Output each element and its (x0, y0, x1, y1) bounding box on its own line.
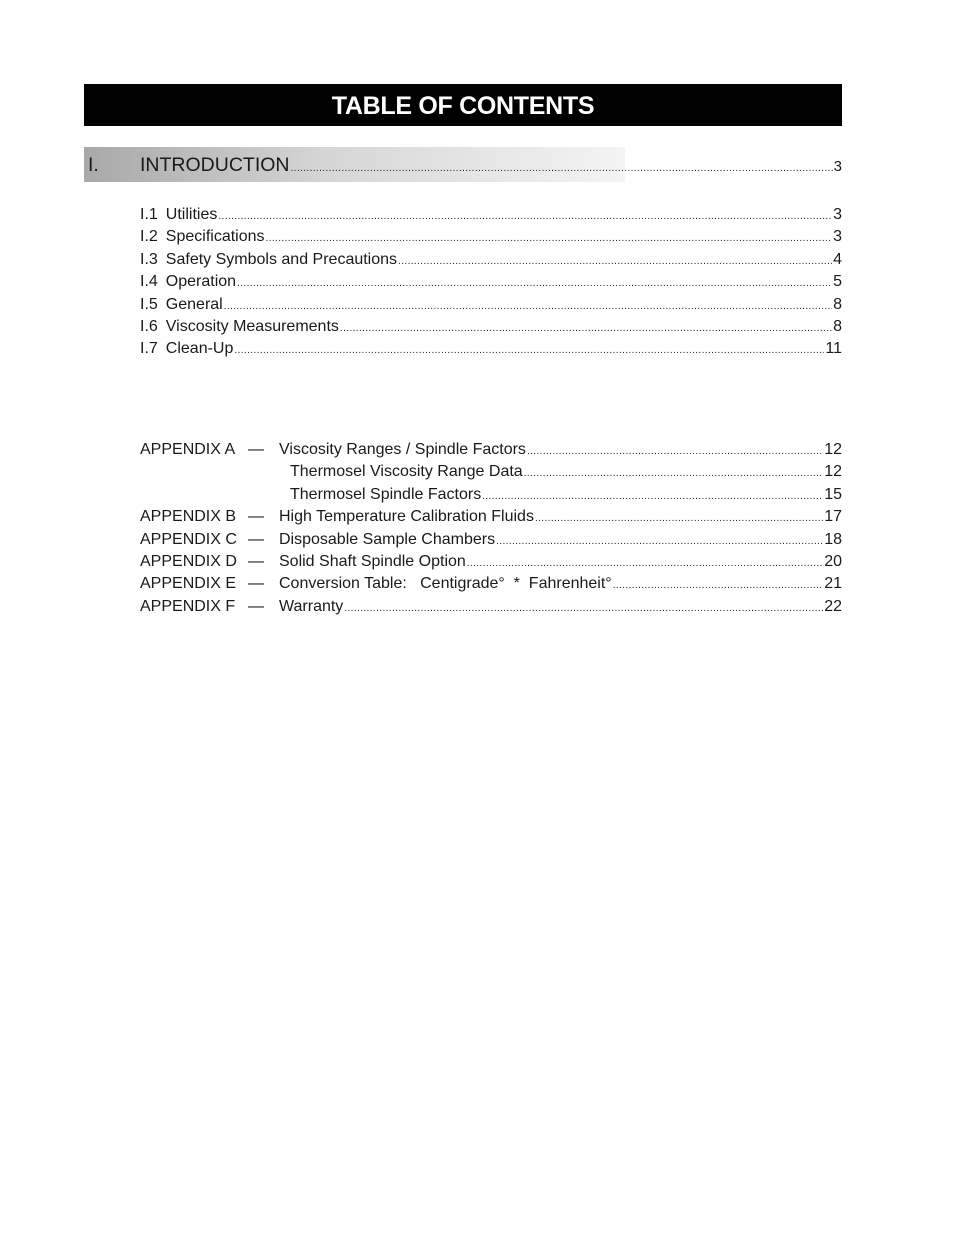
em-dash: — (248, 575, 264, 593)
entry-number: I.2 (140, 228, 158, 246)
appendix-page-number: 17 (824, 508, 842, 526)
appendix-page-number: 18 (824, 530, 842, 548)
appendix-title: Solid Shaft Spindle Option (279, 552, 466, 570)
entry-page-number: 8 (833, 317, 842, 335)
em-dash: — (248, 552, 264, 570)
dot-leader (398, 251, 832, 273)
appendix-label: APPENDIX F (140, 597, 236, 615)
dot-leader (496, 531, 823, 553)
dot-leader (344, 598, 823, 620)
entry-title: General (165, 295, 223, 313)
entry-number: I.3 (140, 250, 158, 268)
entry-title: Specifications (165, 228, 265, 246)
appendix-page-number: 15 (824, 485, 842, 503)
entry-number: I.7 (140, 340, 158, 358)
dot-leader (224, 296, 832, 318)
appendix-list (140, 439, 842, 618)
dot-leader (613, 575, 824, 597)
entry-number: I.1 (140, 206, 158, 223)
appendix-label: APPENDIX B (140, 508, 237, 526)
entry-number: I.6 (140, 317, 158, 335)
appendix-page-number: 12 (824, 441, 842, 458)
dot-leader (266, 228, 833, 250)
section-page-number: 3 (833, 158, 842, 175)
entry-page-number: 5 (833, 273, 842, 291)
toc-section-introduction[interactable] (84, 147, 842, 182)
appendix-title: Disposable Sample Chambers (279, 530, 496, 548)
entry-title: Clean-Up (165, 340, 234, 358)
toc-entry[interactable] (140, 271, 842, 293)
appendix-title: Warranty (279, 597, 344, 615)
dot-leader (234, 340, 824, 362)
entry-title: Viscosity Measurements (165, 317, 339, 335)
dot-leader (237, 273, 832, 295)
appendix-title: Thermosel Spindle Factors (290, 485, 482, 503)
dot-leader (340, 318, 832, 340)
appendix-entry[interactable] (140, 461, 842, 483)
entry-page-number: 3 (833, 228, 842, 246)
appendix-label: APPENDIX A (140, 441, 236, 458)
appendix-page-number: 20 (824, 552, 842, 570)
appendix-entry[interactable] (140, 529, 842, 551)
dot-leader (467, 553, 823, 575)
appendix-entry[interactable] (140, 573, 842, 595)
appendix-entry[interactable] (140, 596, 842, 618)
entry-title: Safety Symbols and Precautions (165, 250, 398, 268)
appendix-label: APPENDIX E (140, 575, 237, 593)
em-dash: — (248, 508, 264, 526)
entry-title: Operation (165, 273, 237, 291)
page-title: TABLE OF CONTENTS (84, 84, 842, 126)
appendix-entry[interactable] (140, 551, 842, 573)
toc-entry[interactable] (140, 316, 842, 338)
appendix-title: Conversion Table: Centigrade° * Fahrenheit° (279, 575, 612, 593)
entry-page-number: 4 (833, 250, 842, 268)
appendix-page-number: 21 (824, 575, 842, 593)
toc-entry[interactable] (140, 226, 842, 248)
dot-leader (527, 441, 823, 463)
dot-leader (291, 163, 833, 174)
em-dash: — (248, 441, 264, 458)
em-dash: — (248, 597, 264, 615)
appendix-entry[interactable] (140, 439, 842, 461)
appendix-page-number: 22 (824, 597, 842, 615)
section-number: I. (88, 154, 99, 176)
appendix-title: Thermosel Viscosity Range Data (290, 463, 523, 481)
toc-entry[interactable] (140, 204, 842, 226)
appendix-title: Viscosity Ranges / Spindle Factors (279, 441, 526, 458)
entry-page-number: 3 (833, 206, 842, 223)
entry-title: Utilities (165, 206, 218, 223)
dot-leader (218, 206, 832, 228)
appendix-page-number: 12 (824, 463, 842, 481)
entry-number: I.5 (140, 295, 158, 313)
em-dash: — (248, 530, 264, 548)
toc-entry[interactable] (140, 338, 842, 360)
appendix-entry[interactable] (140, 506, 842, 528)
appendix-title: High Temperature Calibration Fluids (279, 508, 534, 526)
dot-leader (535, 508, 823, 530)
section-title: INTRODUCTION (140, 154, 290, 176)
toc-entry[interactable] (140, 294, 842, 316)
subsection-list (140, 204, 842, 361)
appendix-label: APPENDIX C (140, 530, 237, 548)
appendix-label: APPENDIX D (140, 552, 237, 570)
dot-leader (524, 463, 824, 485)
entry-number: I.4 (140, 273, 158, 291)
dot-leader (482, 486, 823, 508)
entry-page-number: 11 (825, 340, 842, 358)
entry-page-number: 8 (833, 295, 842, 313)
toc-entry[interactable] (140, 249, 842, 271)
appendix-entry[interactable] (140, 484, 842, 506)
